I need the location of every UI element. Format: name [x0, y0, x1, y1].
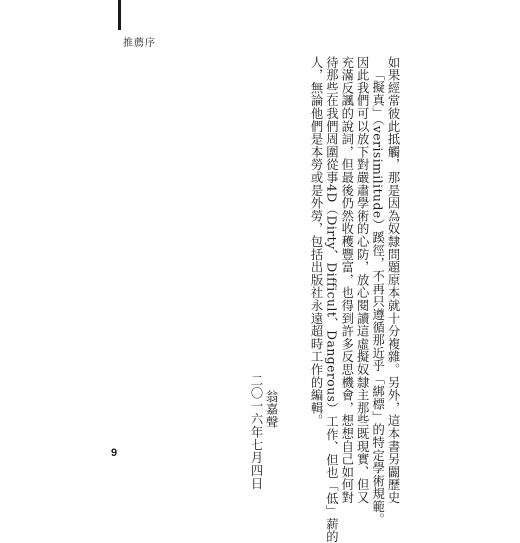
author-name: 翁嘉聲	[264, 390, 278, 429]
text-line: 充滿反諷的說詞，但最後仍然收穫豐富，也得到許多反思機會，想想自己如何對	[339, 56, 354, 504]
text-line: 如果經常彼此抵觸，那是因為奴隸問題原本就十分複雜。另外，這本書另闢歷史	[386, 56, 400, 504]
text-line: 「擬真」（verisimilitude）蹊徑，不再只遵循那近乎「綁標」的特定學術規範。	[370, 68, 385, 526]
section-title: 推薦序	[123, 38, 156, 49]
signature-date: 二〇一六年七月四日	[249, 374, 263, 491]
page-number: 9	[111, 447, 118, 459]
header-rule	[118, 0, 121, 30]
text-line: 待那些在我們周圍從事4D（Dirty、Difficult、Dangerous）工作、但也「低」薪的	[324, 56, 339, 543]
text-line: 人，無論他們是本勞或是外勞，包括出版社永遠超時工作的編輯。	[308, 56, 323, 428]
text-line: 因此我們可以放下對嚴肅學術的心防，放心閱讀這虛擬奴隸主那些既現實、但又	[355, 56, 370, 504]
